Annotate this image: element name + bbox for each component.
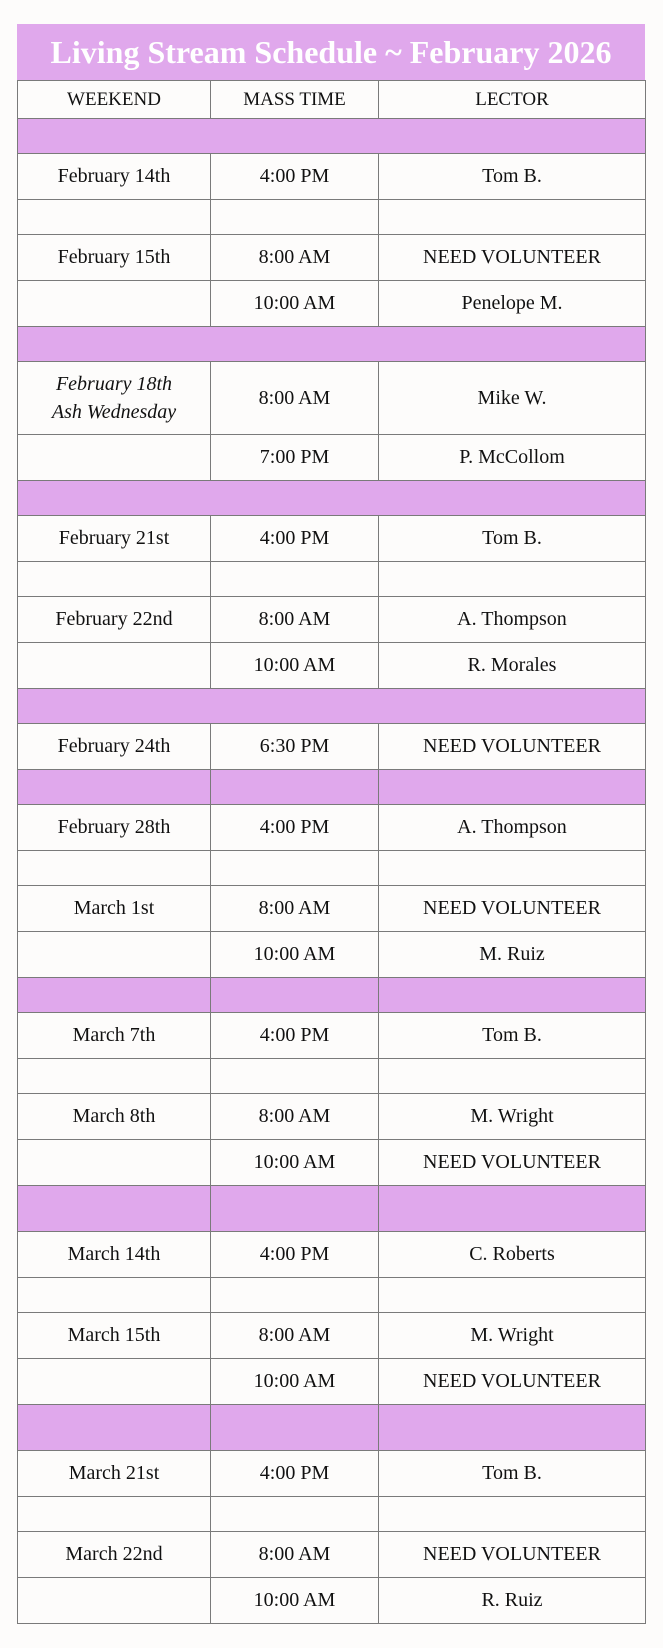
table-row <box>18 724 646 770</box>
mass-time-cell <box>211 1059 379 1094</box>
weekend-cell: March 14th <box>18 1232 211 1278</box>
weekend-cell <box>18 851 211 886</box>
weekend-cell: March 21st <box>18 1451 211 1497</box>
header-row <box>18 81 646 119</box>
weekend-cell: March 22nd <box>18 1532 211 1578</box>
table-row <box>18 851 646 886</box>
table-row <box>18 562 646 597</box>
mass-time-cell <box>211 1497 379 1532</box>
mass-time-cell: 7:00 PM <box>211 435 379 481</box>
table-row <box>18 1232 646 1278</box>
week-separator <box>18 119 646 154</box>
lector-cell: Tom B. <box>379 516 646 562</box>
lector-cell: NEED VOLUNTEER <box>379 724 646 770</box>
mass-time-cell: 8:00 AM <box>211 1532 379 1578</box>
lector-cell <box>379 1497 646 1532</box>
header-mass-time: MASS TIME <box>211 81 379 119</box>
lector-cell: Mike W. <box>379 362 646 435</box>
lector-cell: A. Thompson <box>379 597 646 643</box>
weekend-cell <box>18 362 211 435</box>
table-row <box>18 1313 646 1359</box>
weekend-cell: March 15th <box>18 1313 211 1359</box>
table-row <box>18 1359 646 1405</box>
mass-time-cell: 10:00 AM <box>211 1359 379 1405</box>
header-lector: LECTOR <box>379 81 646 119</box>
table-row <box>18 886 646 932</box>
weekend-cell <box>18 435 211 481</box>
weekend-cell <box>18 1059 211 1094</box>
table-row <box>18 1497 646 1532</box>
lector-cell <box>379 1059 646 1094</box>
page-title: Living Stream Schedule ~ February 2026 <box>17 24 645 80</box>
weekend-cell <box>18 1497 211 1532</box>
mass-time-cell: 4:00 PM <box>211 1013 379 1059</box>
lector-cell: NEED VOLUNTEER <box>379 1140 646 1186</box>
week-separator <box>18 481 646 516</box>
weekend-cell: February 22nd <box>18 597 211 643</box>
table-row <box>18 1013 646 1059</box>
table-row <box>18 1578 646 1624</box>
lector-cell: Tom B. <box>379 1013 646 1059</box>
table-row <box>18 154 646 200</box>
weekend-cell: March 7th <box>18 1013 211 1059</box>
lector-cell: Penelope M. <box>379 281 646 327</box>
mass-time-cell: 8:00 AM <box>211 362 379 435</box>
weekend-cell <box>18 1359 211 1405</box>
header-weekend: WEEKEND <box>18 81 211 119</box>
weekend-date: February 18th <box>55 373 173 395</box>
lector-cell: C. Roberts <box>379 1232 646 1278</box>
week-separator <box>18 689 646 724</box>
mass-time-cell: 8:00 AM <box>211 1313 379 1359</box>
lector-cell: M. Ruiz <box>379 932 646 978</box>
mass-time-cell: 10:00 AM <box>211 281 379 327</box>
weekend-cell <box>18 932 211 978</box>
mass-time-cell: 6:30 PM <box>211 724 379 770</box>
mass-time-cell: 10:00 AM <box>211 1578 379 1624</box>
table-row <box>18 805 646 851</box>
lector-cell: Tom B. <box>379 154 646 200</box>
weekend-cell <box>18 200 211 235</box>
table-row <box>18 597 646 643</box>
mass-time-cell: 10:00 AM <box>211 643 379 689</box>
schedule-table <box>17 80 646 1624</box>
week-separator <box>18 1186 646 1232</box>
lector-cell <box>379 851 646 886</box>
lector-cell: NEED VOLUNTEER <box>379 1359 646 1405</box>
weekend-cell: March 1st <box>18 886 211 932</box>
mass-time-cell: 8:00 AM <box>211 886 379 932</box>
table-row <box>18 200 646 235</box>
lector-cell: R. Morales <box>379 643 646 689</box>
weekend-cell <box>18 1140 211 1186</box>
table-row <box>18 1278 646 1313</box>
lector-cell <box>379 1278 646 1313</box>
mass-time-cell: 4:00 PM <box>211 1232 379 1278</box>
lector-cell: R. Ruiz <box>379 1578 646 1624</box>
lector-cell: P. McCollom <box>379 435 646 481</box>
week-separator <box>18 1405 646 1451</box>
mass-time-cell <box>211 200 379 235</box>
weekend-cell <box>18 1578 211 1624</box>
schedule-sheet <box>17 24 645 1624</box>
lector-cell: M. Wright <box>379 1094 646 1140</box>
table-row <box>18 1532 646 1578</box>
weekend-cell <box>18 643 211 689</box>
weekend-cell: March 8th <box>18 1094 211 1140</box>
mass-time-cell: 8:00 AM <box>211 235 379 281</box>
lector-cell: NEED VOLUNTEER <box>379 235 646 281</box>
lector-cell: Tom B. <box>379 1451 646 1497</box>
table-row <box>18 235 646 281</box>
weekend-cell: February 24th <box>18 724 211 770</box>
table-row <box>18 1451 646 1497</box>
mass-time-cell: 4:00 PM <box>211 154 379 200</box>
mass-time-cell: 10:00 AM <box>211 932 379 978</box>
lector-cell: NEED VOLUNTEER <box>379 1532 646 1578</box>
weekend-cell: February 28th <box>18 805 211 851</box>
weekend-cell: February 15th <box>18 235 211 281</box>
mass-time-cell: 4:00 PM <box>211 1451 379 1497</box>
table-row <box>18 1094 646 1140</box>
table-row <box>18 435 646 481</box>
weekend-cell <box>18 562 211 597</box>
lector-cell: M. Wright <box>379 1313 646 1359</box>
table-row <box>18 932 646 978</box>
table-row <box>18 643 646 689</box>
week-separator <box>18 770 646 805</box>
lector-cell: A. Thompson <box>379 805 646 851</box>
mass-time-cell <box>211 851 379 886</box>
mass-time-cell: 8:00 AM <box>211 1094 379 1140</box>
lector-cell <box>379 200 646 235</box>
weekend-occasion: Ash Wednesday <box>51 401 177 423</box>
mass-time-cell <box>211 1278 379 1313</box>
weekend-cell: February 21st <box>18 516 211 562</box>
lector-cell: NEED VOLUNTEER <box>379 886 646 932</box>
mass-time-cell <box>211 562 379 597</box>
weekend-cell <box>18 1278 211 1313</box>
mass-time-cell: 4:00 PM <box>211 805 379 851</box>
weekend-cell: February 14th <box>18 154 211 200</box>
week-separator <box>18 327 646 362</box>
table-row <box>18 281 646 327</box>
mass-time-cell: 10:00 AM <box>211 1140 379 1186</box>
table-row <box>18 1059 646 1094</box>
week-separator <box>18 978 646 1013</box>
weekend-cell <box>18 281 211 327</box>
mass-time-cell: 4:00 PM <box>211 516 379 562</box>
table-row <box>18 1140 646 1186</box>
mass-time-cell: 8:00 AM <box>211 597 379 643</box>
table-row <box>18 362 646 435</box>
lector-cell <box>379 562 646 597</box>
table-row <box>18 516 646 562</box>
